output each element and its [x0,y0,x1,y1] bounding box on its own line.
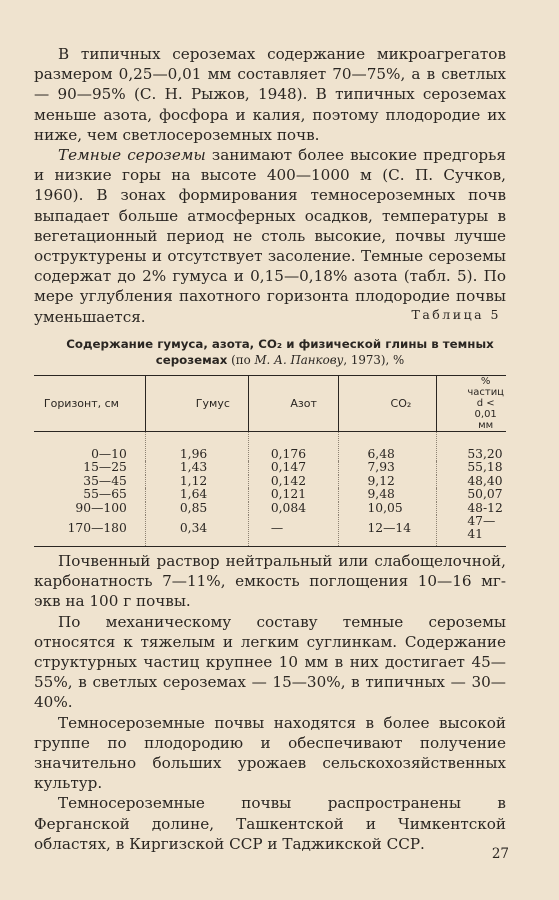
cell-humus: 1,64 [145,488,248,501]
cell-particles: 50,07 [437,488,506,501]
cell-co2: 7,93 [339,461,437,474]
caption-author: М. А. Панкову [254,353,344,367]
text-block-bottom [34,551,506,854]
table-row [34,461,506,474]
caption-source-suffix: , 1973), % [343,353,405,367]
paragraph-5: Темносероземные почвы находятся в более высокой группе по плодородию и обеспечивают получение значительно больших урожаев сельскохозяйственных культур. [34,713,506,793]
header-nitrogen: Азот [248,376,339,432]
cell-co2: 9,12 [339,475,437,488]
paragraph-4: По механическому составу темные сероземы относятся к тяжелым и легким суглинкам. Содержание структурных частиц крупнее 10 мм в них достигает 45—55%, в светлых сероземах — 15—30%, в типичных — 30—40%. [34,612,506,712]
cell-humus: 1,96 [145,432,248,462]
table-caption [60,336,500,368]
caption-title: Содержание гумуса, азота, CO₂ и физической глины в темных сероземах [66,337,494,367]
cell-particles: 47—41 [437,515,506,546]
cell-nitrogen: 0,121 [248,488,339,501]
cell-co2: 10,05 [339,502,437,515]
cell-co2: 6,48 [339,432,437,462]
cell-particles: 48,40 [437,475,506,488]
header-humus: Гумус [145,376,248,432]
cell-horizon: 35—45 [83,473,127,488]
paragraph-1: В типичных сероземах содержание микроагрегатов размером 0,25—0,01 мм составляет 70—75%, а в светлых — 90—95% (С. Н. Рыжов, 1948). В типичных сероземах меньше азота, фосфора и калия, поэтому плодородие их ниже, чем светлосероземных почв. [34,45,506,144]
soil-composition-table [34,375,506,547]
cell-co2: 9,48 [339,488,437,501]
paragraph-3: Почвенный раствор нейтральный или слабощелочной, карбонатность 7—11%, емкость поглощения 10—16 мг-экв на 100 г почвы. [34,552,506,611]
caption-source-prefix: (по [227,353,255,367]
cell-horizon: 0—10 [91,447,127,461]
dark-serozems-term: Темные сероземы [58,146,206,165]
cell-nitrogen: 0,084 [248,502,339,515]
header-particles-line1: % частиц [467,376,504,398]
paragraph-2 [34,145,506,327]
header-co2: CO₂ [339,376,437,432]
cell-humus: 0,34 [145,515,248,546]
table-row [34,432,506,462]
cell-particles: 53,20 [437,432,506,462]
cell-particles: 55,18 [437,461,506,474]
cell-particles: 48-12 [437,502,506,515]
cell-horizon: 15—25 [83,460,127,475]
cell-nitrogen: 0,147 [248,461,339,474]
cell-horizon: 170—180 [34,515,145,546]
table-header-row [34,376,506,432]
cell-horizon: 90—100 [75,500,127,515]
header-horizon: Горизонт, см [34,376,145,432]
cell-horizon: 55—65 [83,487,127,502]
cell-humus: 1,43 [145,461,248,474]
table-number: Таблица 5 [411,307,501,322]
table-row [34,488,506,501]
cell-humus: 0,85 [145,502,248,515]
header-particles-line2: d < 0,01 мм [474,398,497,431]
header-particles [437,376,506,432]
cell-nitrogen: 0,142 [248,475,339,488]
table-row [34,502,506,515]
page-number: 27 [491,846,509,862]
cell-nitrogen: — [248,515,339,546]
table-body [34,432,506,547]
table-row [34,475,506,488]
text-block-top [34,44,506,327]
paragraph-6: Темносероземные почвы распространены в Ферганской долине, Ташкентской и Чимкентской областях, в Киргизской ССР и Таджикской ССР. [34,794,506,853]
cell-humus: 1,12 [145,475,248,488]
paragraph-2-text: занимают более высокие предгорья и низкие горы на высоте 400—1000 м (С. П. Сучков, 1960). В зонах формирования темносероземных почв выпадает больше атмосферных осадков, температуры в вегетационный период не столь высокие, почвы лучше оструктурены и отсутствует засоление. Темные сероземы содержат до 2% гумуса и 0,15—0,18% азота (табл. 5). По мере углубления пахотного горизонта плодородие почвы уменьшается. [34,146,507,326]
table-row [34,515,506,546]
cell-nitrogen: 0,176 [248,432,339,462]
cell-co2: 12—14 [339,515,437,546]
